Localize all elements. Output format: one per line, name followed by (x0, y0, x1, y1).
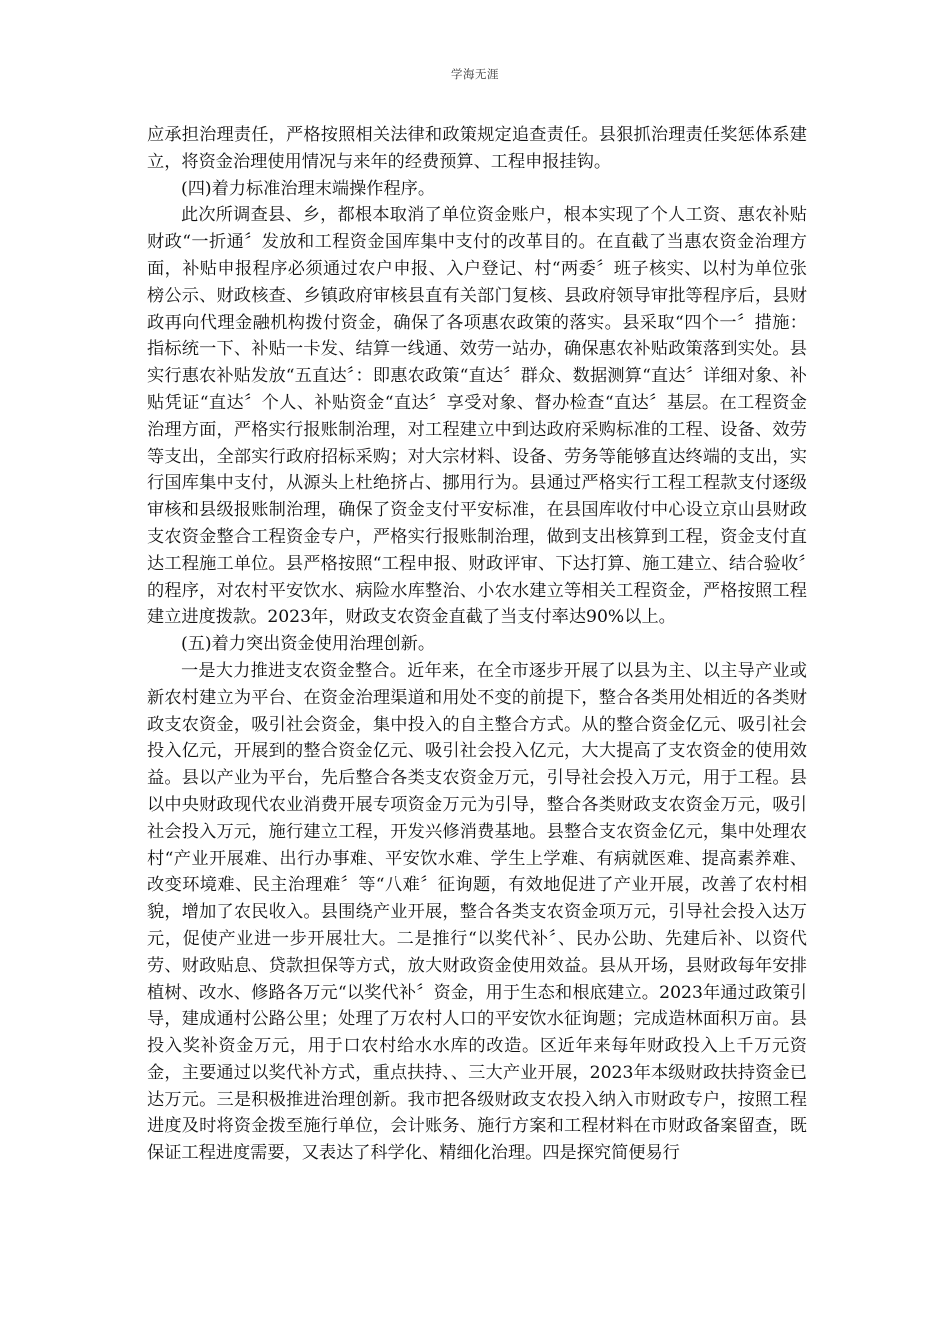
section-heading-5: (五)着力突出资金使用治理创新。 (181, 634, 436, 655)
paragraph-3: 此次所调查县、乡，都根本取消了单位资金账户，根本实现了个人工资、惠农补贴财政“一折通〞发放和工程资金国库集中支付的改革目的。在直截了当惠农资金治理方面，补贴申报程序必须通过农户申报、入户登记、村“两委〞班子核实、以村为单位张榜公示、财政核查、乡镇政府审核县直有关部门复核、县政府领导审批等程序后，县财政再向代理金融机构拨付资金，确保了各项惠农政策的落实。县采取“四个一〞措施：指标统一下、补贴一卡发、结算一线通、效劳一站办，确保惠农补贴政策落到实处。县实行惠农补贴发放“五直达〞：即惠农政策“直达〞群众、数据测算“直达〞详细对象、补贴凭证“直达〞个人、补贴资金“直达〞享受对象、督办检查“直达〞基层。在工程资金治理方面，严格实行报账制治理，对工程建立中到达政府采购标准的工程、设备、效劳等支出，全部实行政府招标采购；对大宗材料、设备、劳务等能够直达终端的支出，实行国库集中支付，从源头上杜绝挤占、挪用行为。县通过严格实行工程工程款支付逐级审核和县级报账制治理，确保了资金支付平安标准，在县国库收付中心设立京山县财政支农资金整合工程资金专户，严格实行报账制治理，做到支出核算到工程，资金支付直达工程施工单位。县严格按照“工程申报、财政评审、下达打算、施工建立、结合验收〞的程序，对农村平安饮水、病险水库整治、小农水建立等相关工程资金，严格按照工程建立进度拨款。2023年，财政支农资金直截了当支付率达90%以上。 (147, 205, 807, 628)
paragraph-5: 一是大力推进支农资金整合。近年来，在全市逐步开展了以县为主、以主导产业或新农村建立为平台、在资金治理渠道和用处不变的前提下，整合各类用处相近的各类财政支农资金，吸引社会资金，集中投入的自主整合方式。从的整合资金亿元、吸引社会投入亿元，开展到的整合资金亿元、吸引社会投入亿元，大大提高了支农资金的使用效益。县以产业为平台，先后整合各类支农资金万元，引导社会投入万元，用于工程。县以中央财政现代农业消费开展专项资金万元为引导，整合各类财政支农资金万元，吸引社会投入万元，施行建立工程，开发兴修消费基地。县整合支农资金亿元，集中处理农村“产业开展难、出行办事难、平安饮水难、学生上学难、有病就医难、提高素养难、改变环境难、民主治理难〞等“八难〞征询题，有效地促进了产业开展，改善了农村相貌，增加了农民收入。县围绕产业开展，整合各类支农资金项万元，引导社会投入达万元，促使产业进一步开展壮大。二是推行“以奖代补〞、民办公助、先建后补、以资代劳、财政贴息、贷款担保等方式，放大财政资金使用效益。县从开场，县财政每年安排植树、改水、修路各万元“以奖代补〞资金，用于生态和根底建立。2023年通过政策引导，建成通村公路公里；处理了万农村人口的平安饮水征询题；完成造林面积万亩。县投入奖补资金万元，用于口农村给水水库的改造。区近年来每年财政投入上千万元资金，主要通过以奖代补方式，重点扶持、、三大产业开展，2023年本级财政扶持资金已达万元。三是积极推进治理创新。我市把各级财政支农投入纳入市财政专户，按照工程进度及时将资金拨至施行单位，会计账务、施行方案和工程材料在市财政备案留查，既保证工程进度需要，又表达了科学化、精细化治理。四是探究简便易行 (147, 660, 807, 1164)
section-heading-4: (四)着力标准治理末端操作程序。 (181, 178, 436, 199)
paragraph-1: 应承担治理责任，严格按照相关法律和政策规定追查责任。县狠抓治理责任奖惩体系建立，将资金治理使用情况与来年的经费预算、工程申报挂钩。 (147, 125, 807, 172)
body-text (147, 122, 807, 1167)
page-header: 学海无涯 (451, 67, 499, 81)
